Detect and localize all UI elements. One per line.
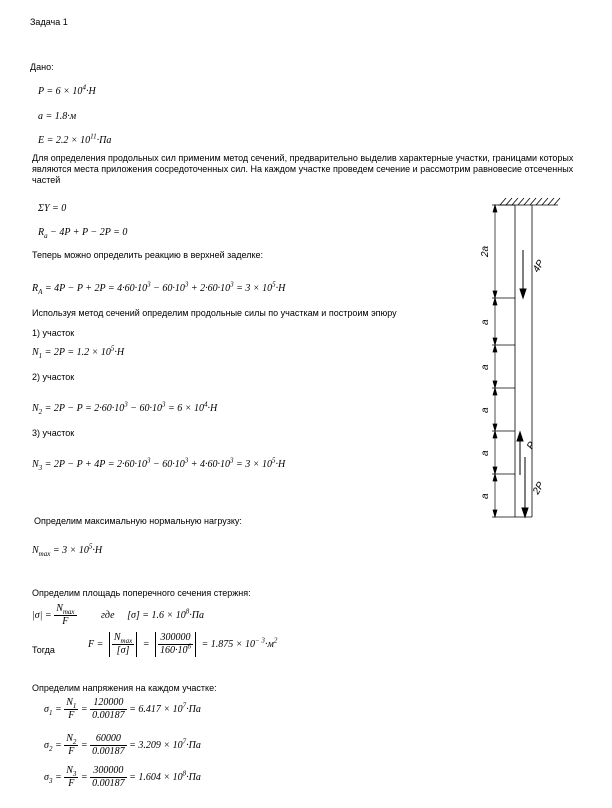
section-3-label: 3) участок (32, 428, 75, 438)
sigma-condition: |σ| = $\frac{N_{max}}{F}$ где $[\sigma] = 1.6 \times 10^8\cdot Па$ (32, 603, 205, 627)
dimension-line (492, 205, 515, 517)
section-1-label: 1) участок (32, 328, 75, 338)
given-p: $P = 6 \times 10^4\cdot Н$ (38, 83, 96, 97)
intro-paragraph: Для определения продольных сил применим метод сечений, предварительно выделив характерные участки, границами которых являются места приложения сосредоточенных сил. На каждом участке проведем сечение и рассмотрим равновесие отсеченных частей (32, 153, 574, 185)
dim-label-a1: a (480, 319, 491, 325)
n3-equation: $N_3 = 2P - P + 4P = 2\cdot 60\cdot 10^3 - 60\cdot 10^3 + 4\cdot 60\cdot 10^3 = 3 \times 10^5\cdot Н$ (32, 456, 286, 472)
dim-label-a2: a (480, 364, 491, 370)
given-label: Дано: (30, 62, 54, 72)
n2-equation: $N_2 = 2P - P = 2\cdot 60\cdot 10^3 - 60\cdot 10^3 = 6 \times 10^4\cdot Н$ (32, 400, 218, 416)
sigma-1-equation: $\sigma_1$ = $\frac{N_1}{F}$ = $\frac{120000}{0.00187}$ = $6.417 \times 10^7\cdot Па$ (44, 697, 201, 721)
dim-label-a4: a (480, 450, 491, 456)
given-e: $E = 2.2 \times 10^{11}\cdot Па$ (38, 132, 112, 146)
then-label: Тогда (32, 645, 55, 655)
ra-equation: $R_A = 4P - P + 2P = 4\cdot 60\cdot 10^3 - 60\cdot 10^3 + 2\cdot 60\cdot 10^3 = 3 \times 10^5\cdot Н$ (32, 280, 286, 296)
sigma-3-equation: $\sigma_3$ = $\frac{N_3}{F}$ = $\frac{300000}{0.00187}$ = $1.604 \times 10^8\cdot Па$ (44, 765, 201, 789)
eq-sum-y: ΣY = 0 (38, 203, 67, 214)
sigma-2-equation: $\sigma_2$ = $\frac{N_2}{F}$ = $\frac{60000}{0.00187}$ = $3.209 \times 10^7\cdot Па$ (44, 733, 201, 757)
reaction-text: Теперь можно определить реакцию в верхней заделке: (32, 250, 264, 260)
force-label-p: P (525, 440, 538, 452)
dim-label-a5: a (480, 493, 491, 499)
n1-equation: $N_1 = 2P = 1.2 \times 10^5\cdot Н$ (32, 344, 125, 360)
eq-ra: $R_a - 4P + P - 2P = 0$ (38, 227, 128, 240)
max-load-text: Определим максимальную нормальную нагрузку: (34, 516, 242, 526)
given-a: a = 1.8·м (38, 111, 77, 122)
task-title: Задача 1 (30, 17, 68, 27)
dimension-labels (480, 245, 491, 499)
area-text: Определим площадь поперечного сечения стержня: (32, 588, 251, 598)
f-equation: F = $\frac{N_{max}}{[\sigma]}$ = $\frac{300000}{160\cdot 10^6}$ = $1.875 \times 10^{- 3}\cdot м^2$ (88, 632, 278, 656)
force-label-2p: 2P (531, 480, 547, 497)
force-arrows (517, 250, 528, 517)
fixed-support (498, 198, 560, 205)
dim-label-a3: a (480, 407, 491, 413)
method-text: Используя метод сечений определим продольные силы по участкам и построим эпюру (32, 308, 397, 318)
nmax-equation: $N_{max} = 3 \times 10^5\cdot Н$ (32, 542, 103, 558)
force-labels (525, 258, 547, 497)
dim-label-2a: 2a (480, 245, 491, 257)
section-2-label: 2) участок (32, 372, 75, 382)
bar-diagram (470, 195, 570, 525)
force-label-4p: 4P (531, 258, 547, 275)
stress-text: Определим напряжения на каждом участке: (32, 683, 217, 693)
